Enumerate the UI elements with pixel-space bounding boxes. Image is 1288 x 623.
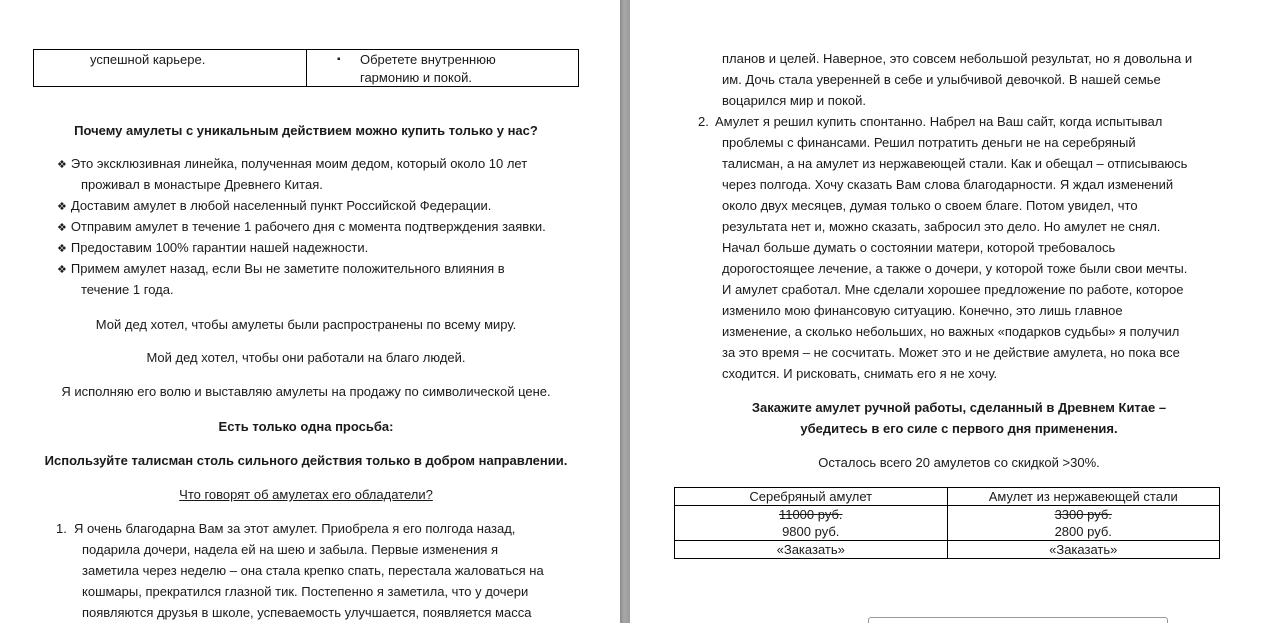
diamond-bullet-icon: ❖: [57, 243, 67, 255]
review-line: Амулет я решил купить спонтанно. Набрел на Ваш сайт, когда испытывал: [715, 114, 1163, 129]
benefits-table: [33, 49, 579, 87]
order-silver-link[interactable]: «Заказать»: [675, 541, 948, 559]
diamond-bullet-icon: ❖: [57, 201, 67, 213]
review-line: около двух месяцев, думая только о своем благе. Потом увидел, что: [722, 198, 1138, 213]
section-heading: Почему амулеты с уникальным действием можно купить только у нас?: [74, 123, 538, 138]
list-item-text: Это эксклюзивная линейка, полученная моим дедом, который около 10 лет: [70, 156, 528, 171]
review-line: появляются друзья в школе, успеваемость улучшается, появляется масса: [82, 605, 532, 620]
review-line: И амулет сработал. Мне сделали хорошее предложение по работе, которое: [722, 282, 1184, 297]
review-line: им. Дочь стала уверенней в себе и улыбчивой девочкой. В нашей семье: [722, 72, 1161, 87]
cta-heading-line2: убедитесь в его силе с первого дня применения.: [800, 421, 1118, 436]
list-item: [57, 216, 546, 239]
review-line: подарила дочери, надела ей на шею и забыла. Первые изменения я: [82, 542, 499, 557]
document-page-left: [0, 0, 620, 623]
request-heading: Есть только одна просьба:: [218, 419, 394, 434]
silver-new-price: 9800 руб.: [782, 524, 840, 539]
list-item: [57, 195, 491, 218]
review-line: талисман, а на амулет из нержавеющей стали. Как и обещал – отписываюсь: [722, 156, 1188, 171]
header-steel-amulet: Амулет из нержавеющей стали: [947, 488, 1220, 506]
review-line: Начал больше думать о состоянии матери, которой требовалось: [722, 240, 1116, 255]
diamond-bullet-icon: ❖: [57, 159, 67, 171]
list-item: [57, 258, 505, 281]
steel-new-price: 2800 руб.: [1054, 524, 1112, 539]
square-bullet-icon: ▪: [337, 54, 341, 65]
silver-old-price: 11000 руб.: [778, 507, 843, 522]
request-text: Используйте талисман столь сильного действия только в добром направлении.: [44, 453, 568, 468]
price-table: [674, 487, 1220, 559]
review-line: планов и целей. Наверное, это совсем небольшой результат, но я довольна и: [722, 51, 1193, 66]
list-item-text: Доставим амулет в любой населенный пункт Российской Федерации.: [70, 198, 492, 213]
review-line: изменило мою финансовую ситуацию. Конечно, это лишь главное: [722, 303, 1123, 318]
table-cell-right-line1: Обретете внутреннюю: [360, 52, 496, 67]
review-number: 2.: [698, 114, 709, 129]
silver-price-cell: [675, 506, 948, 541]
review-line: кошмары, прекратился глазной тик. Постепенно я заметила, что у дочери: [82, 584, 529, 599]
list-item-continuation: течение 1 года.: [81, 282, 174, 297]
review-line: Я очень благодарна Вам за этот амулет. Приобрела я его полгода назад,: [74, 521, 516, 536]
document-page-right: [630, 0, 1288, 623]
stock-note: Осталось всего 20 амулетов со скидкой >30%.: [818, 455, 1100, 470]
list-item: [57, 237, 368, 260]
diamond-bullet-icon: ❖: [57, 222, 67, 234]
cta-heading-line1: Закажите амулет ручной работы, сделанный в Древнем Китае –: [751, 400, 1167, 415]
list-item: [57, 153, 527, 176]
review-line: дорогостоящее лечение, а также о дочери, у которой тоже были свои мечты.: [722, 261, 1188, 276]
review-line: воцарился мир и покой.: [722, 93, 867, 108]
steel-old-price: 3300 руб.: [1054, 507, 1112, 522]
list-item-continuation: проживал в монастыре Древнего Китая.: [81, 177, 323, 192]
review-line: сходится. И рисковать, снимать его я не хочу.: [722, 366, 998, 381]
table-cell-right-line2: гармонию и покой.: [360, 70, 472, 85]
steel-price-cell: [947, 506, 1220, 541]
list-item-text: Примем амулет назад, если Вы не заметите положительного влияния в: [70, 261, 505, 276]
table-cell-left: успешной карьере.: [90, 52, 206, 67]
diamond-bullet-icon: ❖: [57, 264, 67, 276]
list-item-text: Отправим амулет в течение 1 рабочего дня с момента подтверждения заявки.: [70, 219, 546, 234]
table-row: [675, 506, 1220, 541]
paragraph: Мой дед хотел, чтобы амулеты были распространены по всему миру.: [95, 317, 517, 332]
table-row: [675, 488, 1220, 506]
review-line: результата нет и, можно сказать, забросил это дело. Но амулет не снял.: [722, 219, 1161, 234]
text-box: [868, 617, 1168, 623]
order-steel-link[interactable]: «Заказать»: [947, 541, 1220, 559]
review-number: 1.: [56, 521, 67, 536]
review-line: проблемы с финансами. Решил потратить деньги не на серебряный: [722, 135, 1136, 150]
review-line: заметила через неделю – она стала крепко спать, перестала жаловаться на: [82, 563, 544, 578]
paragraph: Мой дед хотел, чтобы они работали на благо людей.: [146, 350, 466, 365]
table-row: [675, 541, 1220, 559]
list-item-text: Предоставим 100% гарантии нашей надежности.: [70, 240, 369, 255]
paragraph: Я исполняю его волю и выставляю амулеты на продажу по символической цене.: [61, 384, 551, 399]
header-silver-amulet: Серебряный амулет: [675, 488, 948, 506]
page-gutter: [620, 0, 630, 623]
review-line: через полгода. Хочу сказать Вам слова благодарности. Я ждал изменений: [722, 177, 1174, 192]
reviews-heading-link: Что говорят об амулетах его обладатели?: [179, 487, 433, 502]
review-line: изменение, а сколько небольших, но важных «подарков судьбы» я получил: [722, 324, 1180, 339]
table-divider: [306, 50, 307, 86]
review-line: за это время – не сосчитать. Может это и не действие амулета, но пока все: [722, 345, 1180, 360]
